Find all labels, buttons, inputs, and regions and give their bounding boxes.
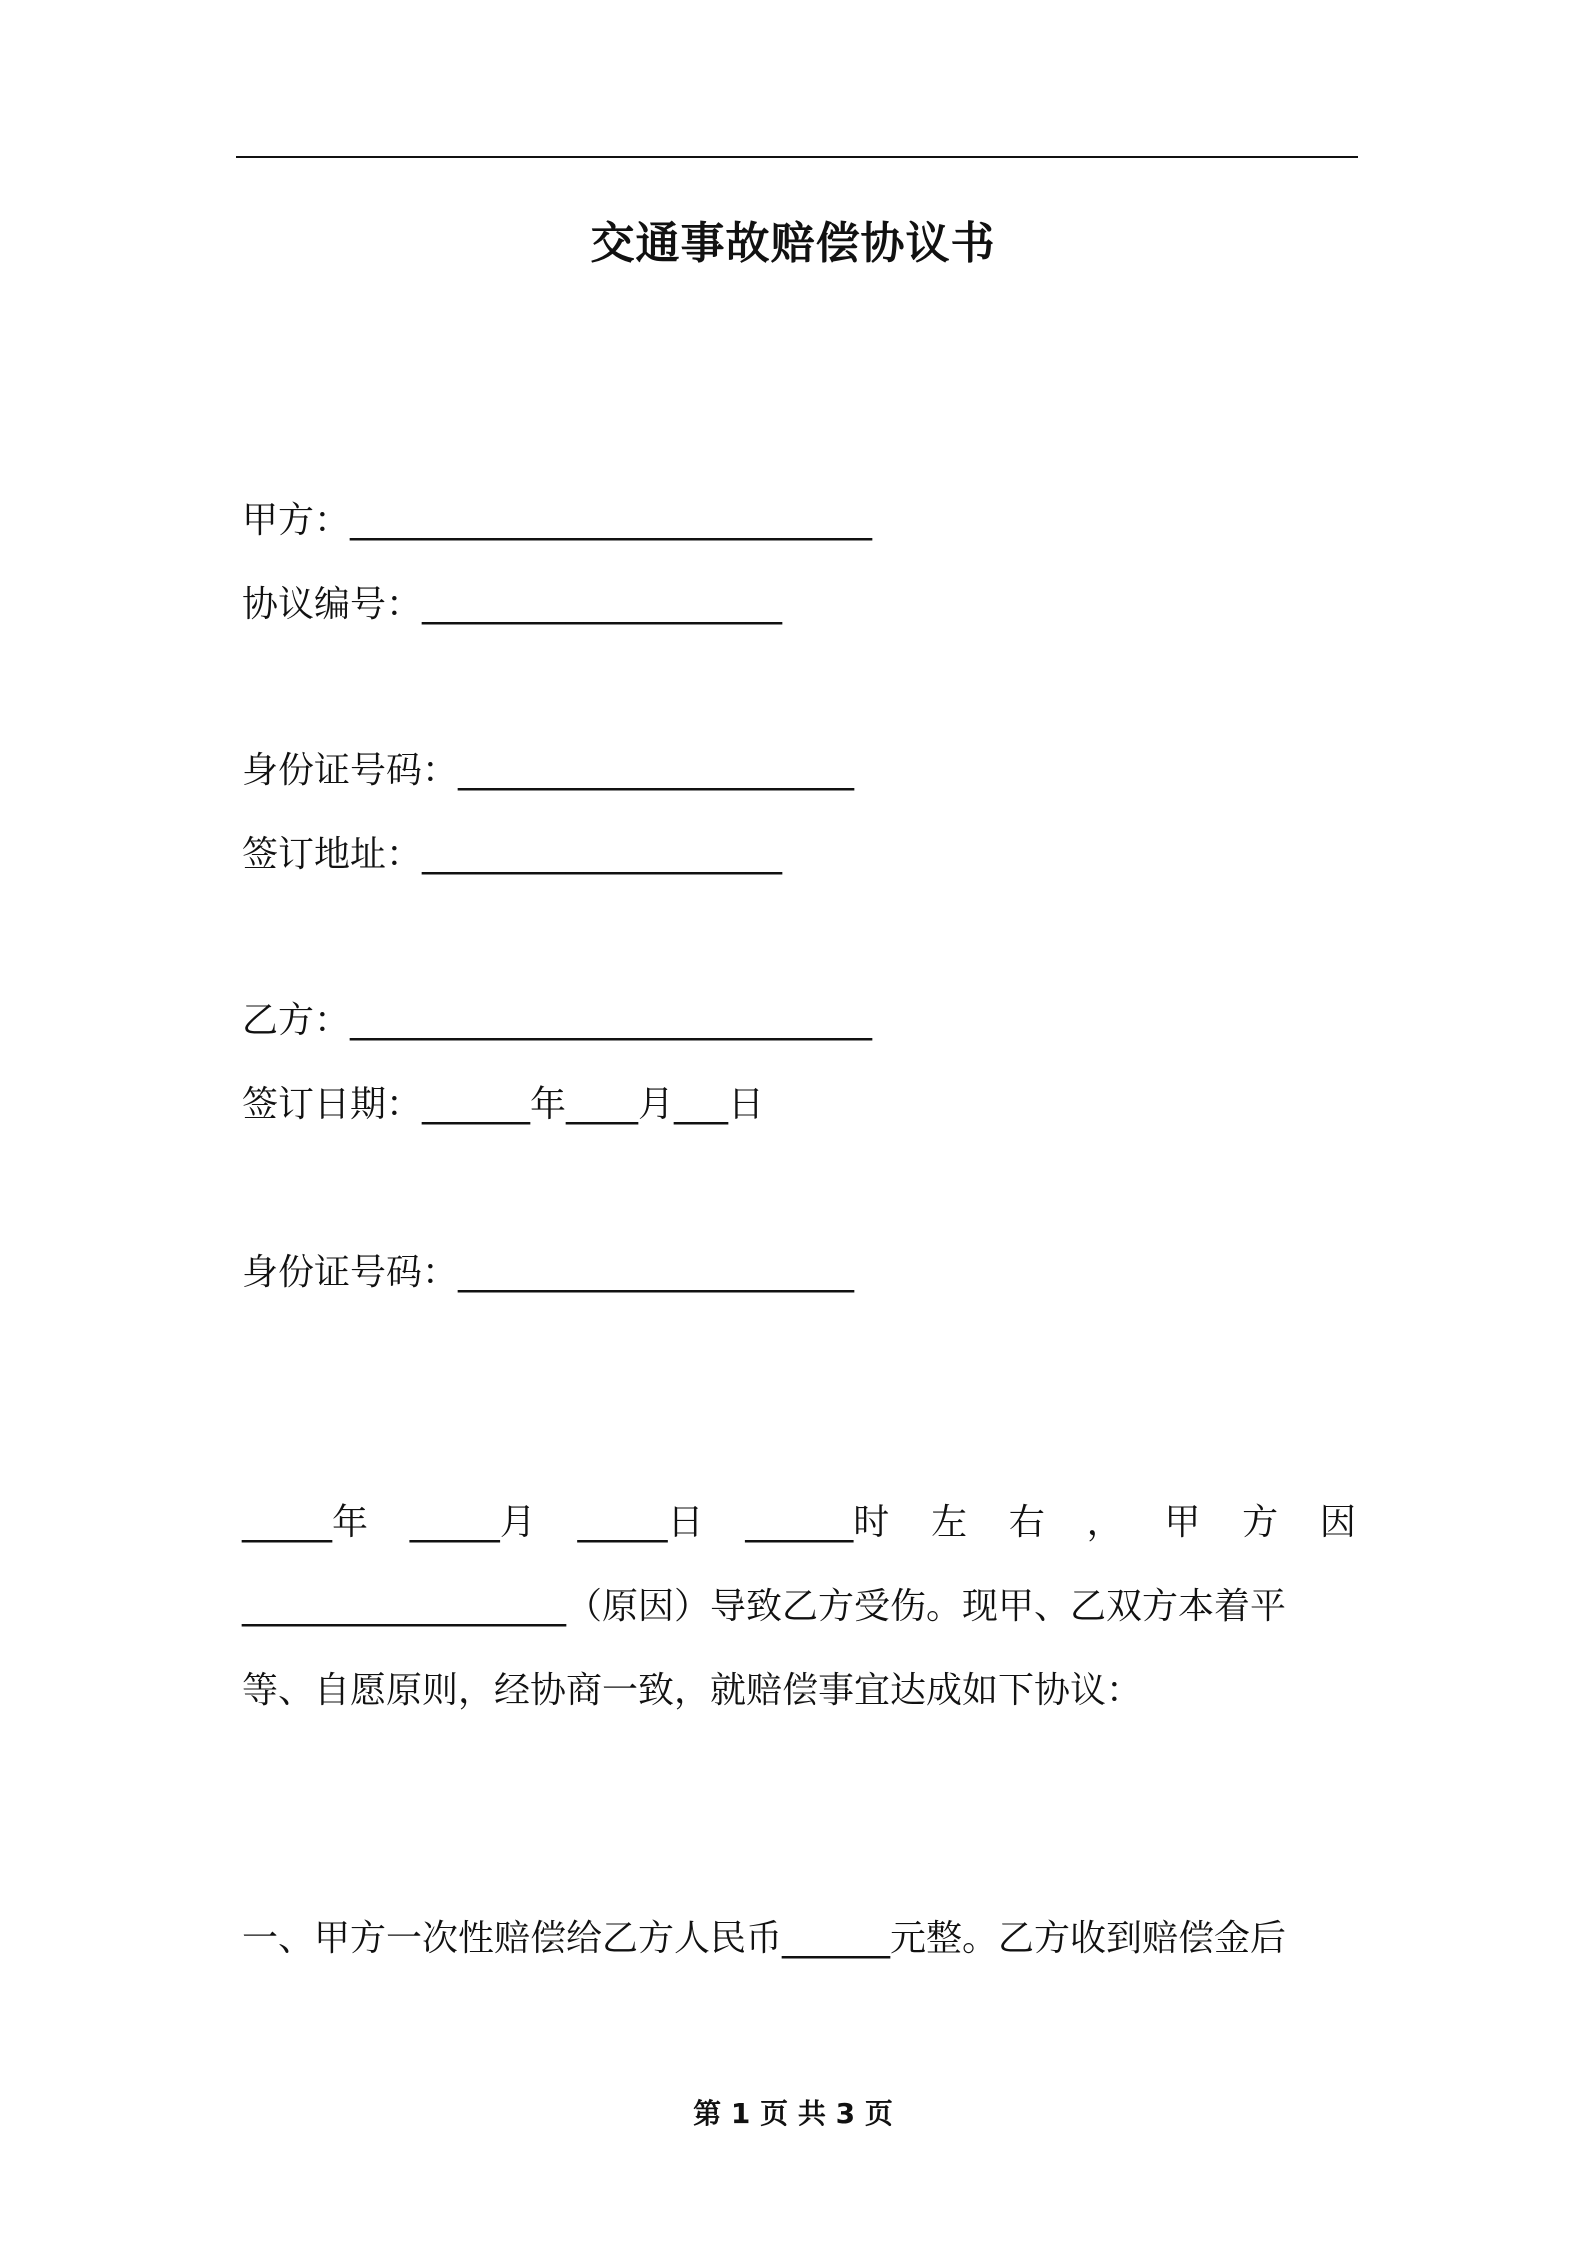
intro-line-1	[242, 1498, 1356, 1548]
sign-date-field: 签订日期：______年____月___日	[242, 1084, 765, 1125]
intro-month-blank: _____月	[409, 1502, 536, 1543]
sign-address-field: 签订地址：____________________	[242, 834, 783, 875]
intro-char: 左	[931, 1502, 968, 1543]
intro-char: 右	[1008, 1502, 1045, 1543]
intro-line-3: 等、自愿原则，经协商一致，就赔偿事宜达成如下协议：	[242, 1670, 1143, 1711]
intro-day-blank: _____日	[577, 1502, 704, 1543]
party-a-field: 甲方：_____________________________	[242, 500, 873, 541]
id-number-a-field: 身份证号码：______________________	[242, 750, 855, 791]
intro-char: ，	[1086, 1502, 1123, 1543]
intro-year-blank: _____年	[242, 1502, 369, 1543]
intro-char: 方	[1242, 1502, 1279, 1543]
header-rule	[236, 156, 1358, 158]
document-title: 交通事故赔偿协议书	[590, 218, 996, 269]
clause-1: 一、甲方一次性赔偿给乙方人民币______元整。乙方收到赔偿金后	[242, 1918, 1287, 1959]
agreement-number-field: 协议编号：____________________	[242, 584, 783, 625]
intro-char: 甲	[1164, 1502, 1201, 1543]
page-footer: 第 1 页 共 3 页	[693, 2097, 893, 2130]
id-number-b-field: 身份证号码：______________________	[242, 1252, 855, 1293]
party-b-field: 乙方：_____________________________	[242, 1000, 873, 1041]
intro-line-2: __________________（原因）导致乙方受伤。现甲、乙双方本着平	[242, 1586, 1287, 1627]
intro-hour-blank: ______时	[745, 1502, 890, 1543]
intro-char: 因	[1319, 1502, 1356, 1543]
